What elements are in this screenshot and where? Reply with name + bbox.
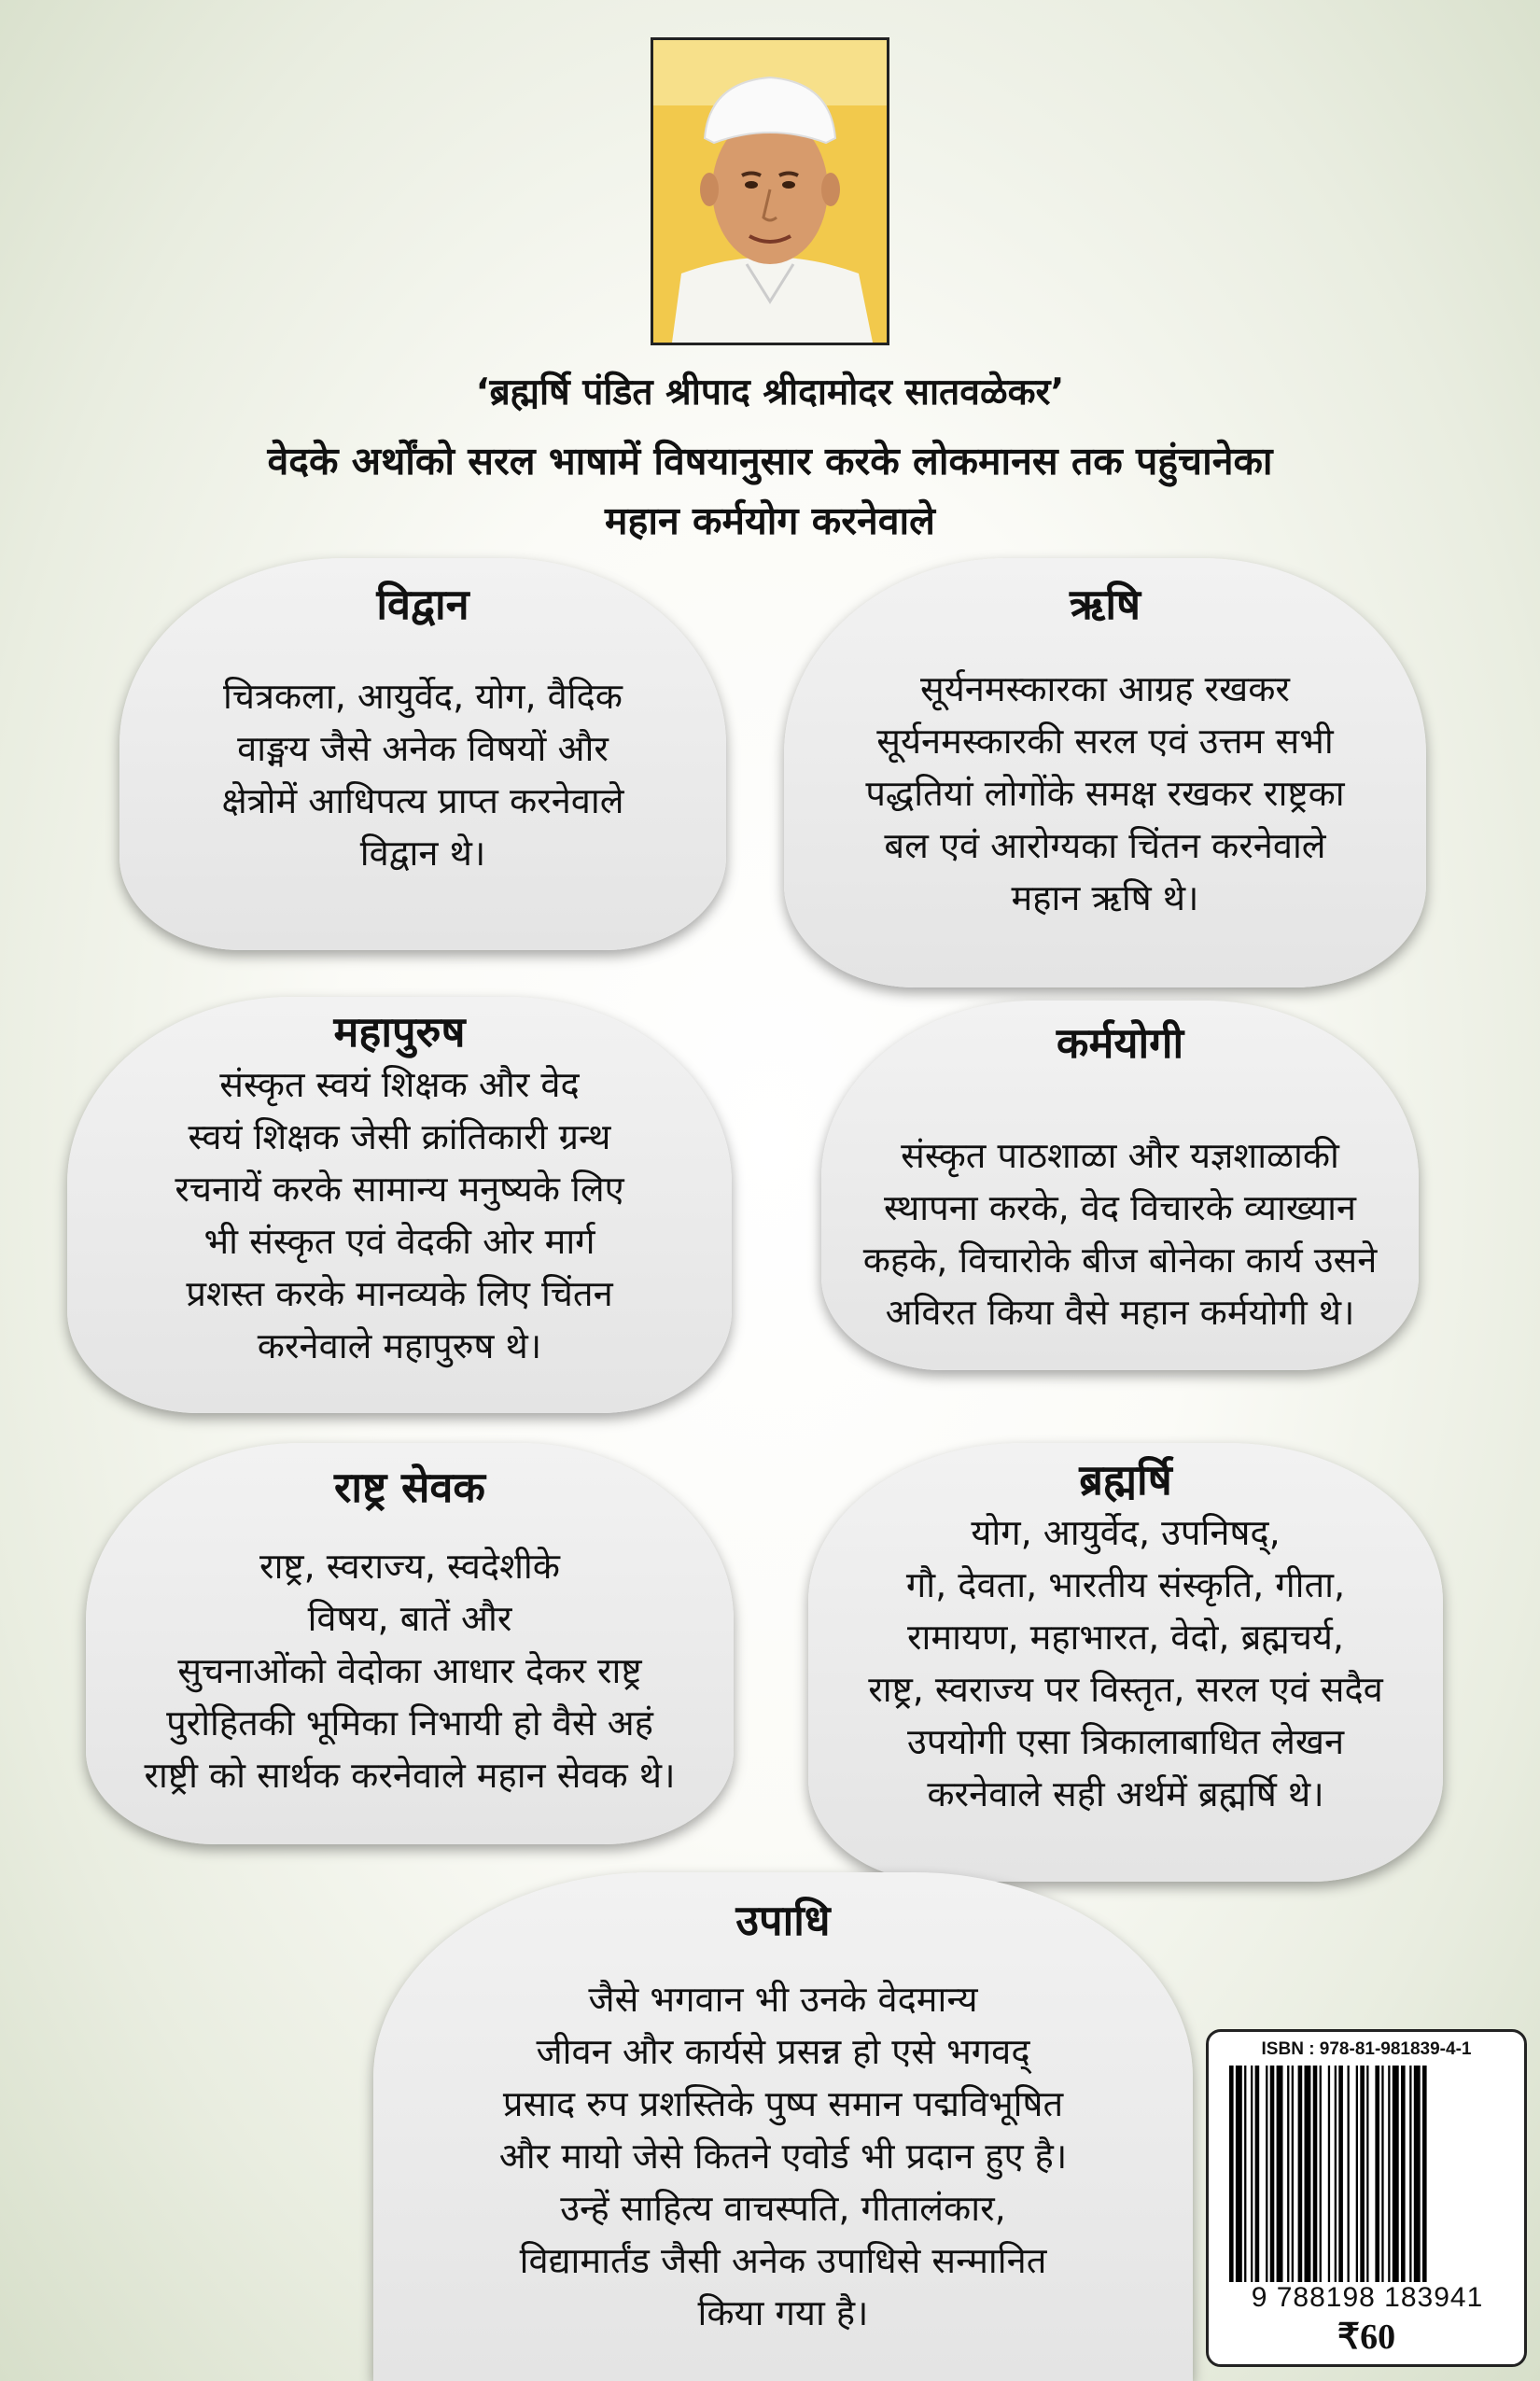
card-line: स्वयं शिक्षक जेसी क्रांतिकारी ग्रन्थ xyxy=(188,1116,611,1157)
barcode-bar xyxy=(1409,2066,1411,2282)
card-line: सूर्यनमस्कारकी सरल एवं उत्तम सभी xyxy=(876,721,1334,762)
card-line: करनेवाले महापुरुष थे। xyxy=(257,1325,542,1366)
card-line: राष्ट्री को सार्थक करनेवाले महान सेवक थे। xyxy=(144,1755,676,1796)
barcode-bar xyxy=(1381,2066,1383,2282)
card-line: करनेवाले सही अर्थमें ब्रह्मर्षि थे। xyxy=(927,1773,1324,1814)
subtitle xyxy=(0,431,1540,551)
barcode-bar xyxy=(1270,2066,1275,2282)
card-line: संस्कृत पाठशाळा और यज्ञशाळाकी xyxy=(901,1135,1339,1176)
card-line: वाङ्मय जैसे अनेक विषयों और xyxy=(237,728,609,769)
card-line: जैसे भगवान भी उनके वेदमान्य xyxy=(588,1979,978,2020)
barcode-bar xyxy=(1251,2066,1253,2282)
barcode-bar xyxy=(1298,2066,1303,2282)
isbn-barcode-box xyxy=(1206,2029,1527,2367)
barcode-bar xyxy=(1335,2066,1337,2282)
barcode-bar xyxy=(1236,2066,1242,2282)
card-body xyxy=(808,1506,1443,1820)
card-line: जीवन और कार्यसे प्रसन्न हो एसे भगवद् xyxy=(536,2031,1030,2072)
barcode-bar xyxy=(1244,2066,1246,2282)
barcode-bar xyxy=(1393,2066,1399,2282)
card-title: ब्रह्मर्षि xyxy=(1079,1455,1172,1505)
card-line: रामायण, महाभारत, वेदो, ब्रह्मचर्य, xyxy=(907,1617,1344,1658)
barcode-bar xyxy=(1401,2066,1406,2282)
card-title: ऋषि xyxy=(1069,580,1141,629)
card-body xyxy=(86,1540,734,1801)
card-line: सूर्यनमस्कारका आग्रह रखकर xyxy=(920,668,1290,709)
card-body xyxy=(821,1129,1419,1338)
barcode-bar xyxy=(1328,2066,1330,2282)
card-title: महापुरुष xyxy=(333,1007,466,1057)
card-line: महान ऋषि थे। xyxy=(1011,877,1199,918)
card-line: रचनायें करके सामान्य मनुष्यके लिए xyxy=(175,1169,624,1210)
card-line: प्रसाद रुप प्रशस्तिके पुष्प समान पद्मविभूषित xyxy=(502,2083,1064,2124)
barcode-bar xyxy=(1388,2066,1390,2282)
card-line: भी संस्कृत एवं वेदकी ओर मार्ग xyxy=(203,1221,595,1262)
subtitle-line-1: वेदके अर्थोंको सरल भाषामें विषयानुसार करके लोकमानस तक पहुंचानेका xyxy=(267,439,1273,483)
barcode-bar xyxy=(1292,2066,1294,2282)
card-line: विद्वान थे। xyxy=(359,833,486,874)
card-line: राष्ट्र, स्वराज्य, स्वदेशीके xyxy=(259,1546,560,1587)
card-line: उन्हें साहित्य वाचस्पति, गीतालंकार, xyxy=(560,2188,1006,2229)
card-line: प्रशस्त करके मानव्यके लिए चिंतन xyxy=(186,1273,613,1314)
card-title: कर्मयोगी xyxy=(1056,1018,1184,1068)
card-line: अविरत किया वैसे महान कर्मयोगी थे। xyxy=(885,1292,1355,1333)
card-line: गौ, देवता, भारतीय संस्कृति, गीता, xyxy=(905,1564,1346,1605)
barcode-bar xyxy=(1356,2066,1358,2282)
card-line: बल एवं आरोग्यका चिंतन करनेवाले xyxy=(884,825,1326,866)
card-line: क्षेत्रोमें आधिपत्य प्राप्त करनेवाले xyxy=(221,780,624,821)
card-line: और मायो जेसे कितने एवोर्ड भी प्रदान हुए है। xyxy=(498,2136,1068,2177)
card-line: विद्यामार्तंड जैसी अनेक उपाधिसे सन्मानित xyxy=(519,2240,1047,2281)
card-body xyxy=(784,663,1426,924)
card-line: योग, आयुर्वेद, उपनिषद्, xyxy=(971,1512,1281,1553)
barcode-bar xyxy=(1360,2066,1365,2282)
author-portrait xyxy=(651,37,889,345)
card-brahmarshi xyxy=(808,1443,1443,1882)
card-title: उपाधि xyxy=(735,1896,831,1945)
card-karmayogi xyxy=(821,1001,1419,1370)
barcode-bar xyxy=(1313,2066,1318,2282)
card-line: किया गया है। xyxy=(697,2292,869,2333)
card-body xyxy=(373,1973,1193,2339)
card-line: संस्कृत स्वयं शिक्षक और वेद xyxy=(219,1064,580,1105)
card-line: सुचनाओंको वेदोका आधार देकर राष्ट्र xyxy=(177,1650,642,1691)
card-line: स्थापना करके, वेद विचारके व्याख्यान xyxy=(883,1187,1357,1228)
card-line: कहके, विचारोके बीज बोनेका कार्य उसने xyxy=(862,1240,1378,1281)
card-line: उपयोगी एसा त्रिकालाबाधित लेखन xyxy=(906,1721,1345,1762)
barcode-bar xyxy=(1414,2066,1421,2282)
barcode-bar xyxy=(1277,2066,1283,2282)
barcode-bar xyxy=(1422,2066,1427,2282)
barcode-bar xyxy=(1305,2066,1311,2282)
card-rishi xyxy=(784,558,1426,987)
portrait-illustration xyxy=(653,40,887,343)
barcode-bar xyxy=(1348,2066,1350,2282)
card-line: पद्धतियां लोगोंके समक्ष रखकर राष्ट्रका xyxy=(865,773,1345,814)
barcode-bar xyxy=(1255,2066,1260,2282)
isbn-number: ISBN : 978-81-981839-4-1 xyxy=(1261,2039,1472,2059)
barcode-bar xyxy=(1338,2066,1343,2282)
card-line: राष्ट्र, स्वराज्य पर विस्तृत, सरल एवं सदैव xyxy=(868,1669,1383,1710)
card-body xyxy=(119,670,726,879)
card-title: विद्वान xyxy=(376,580,469,629)
barcode-bar xyxy=(1375,2066,1379,2282)
card-mahapurush xyxy=(67,997,732,1413)
card-body xyxy=(67,1058,732,1372)
card-vidvan xyxy=(119,558,726,950)
barcode-image xyxy=(1229,2066,1505,2282)
barcode-bar xyxy=(1287,2066,1289,2282)
barcode-bar xyxy=(1366,2066,1368,2282)
price-label: ₹60 xyxy=(1337,2318,1396,2357)
author-name-heading: ‘ब्रह्मर्षि पंडित श्रीपाद श्रीदामोदर सातवळेकर’ xyxy=(475,371,1065,413)
barcode-bar xyxy=(1320,2066,1322,2282)
card-line: पुरोहितकी भूमिका निभायी हो वैसे अहं xyxy=(166,1702,653,1744)
card-line: चित्रकला, आयुर्वेद, योग, वैदिक xyxy=(222,676,623,717)
barcode-bar xyxy=(1229,2066,1234,2282)
barcode-bar xyxy=(1266,2066,1267,2282)
subtitle-line-2: महान कर्मयोग करनेवाले xyxy=(605,498,935,543)
card-upadhi xyxy=(373,1872,1193,2381)
card-rashtra-sevak xyxy=(86,1443,734,1844)
barcode-digits: 9 788198 183941 xyxy=(1251,2282,1484,2313)
card-line: विषय, बातें और xyxy=(307,1598,512,1639)
card-title: राष्ट्र सेवक xyxy=(333,1463,485,1512)
